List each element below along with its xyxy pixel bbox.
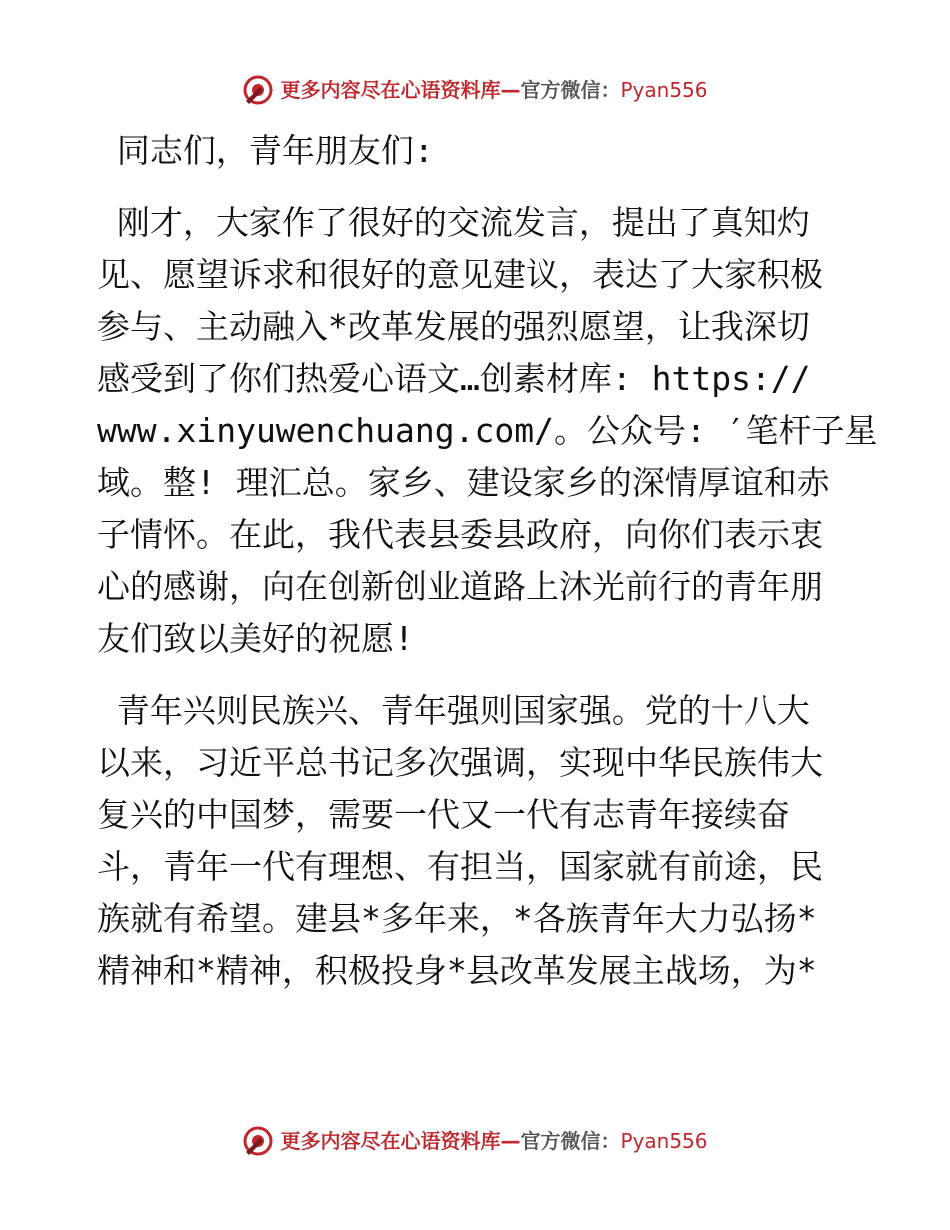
text-line: 友们致以美好的祝愿! (97, 619, 414, 658)
text-line: 青年兴则民族兴、青年强则国家强。党的十八大 (97, 691, 810, 730)
text-line: 参与、主动融入*改革发展的强烈愿望，让我深切 (97, 307, 810, 346)
quill-seal-logo-icon (242, 1125, 274, 1157)
quill-seal-logo-icon (242, 74, 274, 106)
paragraph-1 (97, 197, 878, 665)
text-line: 感受到了你们热爱心语文…创素材库: https:// (97, 359, 811, 398)
header-watermark-banner (0, 70, 950, 110)
banner-separator: — (500, 78, 521, 102)
text-line: 刚才，大家作了很好的交流发言，提出了真知灼 (97, 203, 810, 242)
salutation (97, 125, 857, 177)
banner-site-name: 更多内容尽在心语资料库 (280, 78, 501, 102)
banner-wechat-label: 官方微信： (520, 1129, 621, 1153)
text-line: 精神和*精神，积极投身*县改革发展主战场，为* (97, 951, 817, 990)
header-banner-text (280, 78, 707, 102)
text-line: 域。整! 理汇总。家乡、建设家乡的深情厚谊和赤 (97, 463, 830, 502)
text-line: 复兴的中国梦，需要一代又一代有志青年接续奋 (97, 795, 790, 834)
banner-separator: — (500, 1129, 521, 1153)
text-line: 心的感谢，向在创新创业道路上沐光前行的青年朋 (97, 567, 823, 606)
text-line: 以来，习近平总书记多次强调，实现中华民族伟大 (97, 743, 823, 782)
text-line: 族就有希望。建县*多年来，*各族青年大力弘扬* (97, 899, 817, 938)
banner-wechat-id: Pyan556 (620, 78, 708, 102)
text-line: 见、愿望诉求和很好的意见建议，表达了大家积极 (97, 255, 823, 294)
text-line: 子情怀。在此，我代表县委县政府，向你们表示衷 (97, 515, 823, 554)
footer-banner-text (280, 1129, 707, 1153)
footer-watermark-banner (0, 1121, 950, 1161)
text-line: 同志们，青年朋友们: (97, 131, 434, 170)
text-line: www.xinyuwenchuang.com/。公众号: ′笔杆子星 (97, 411, 878, 450)
paragraph-2 (97, 685, 857, 997)
document-body (97, 125, 878, 1017)
text-line: 斗，青年一代有理想、有担当，国家就有前途，民 (97, 847, 823, 886)
banner-wechat-id: Pyan556 (620, 1129, 708, 1153)
banner-site-name: 更多内容尽在心语资料库 (280, 1129, 501, 1153)
banner-wechat-label: 官方微信： (520, 78, 621, 102)
